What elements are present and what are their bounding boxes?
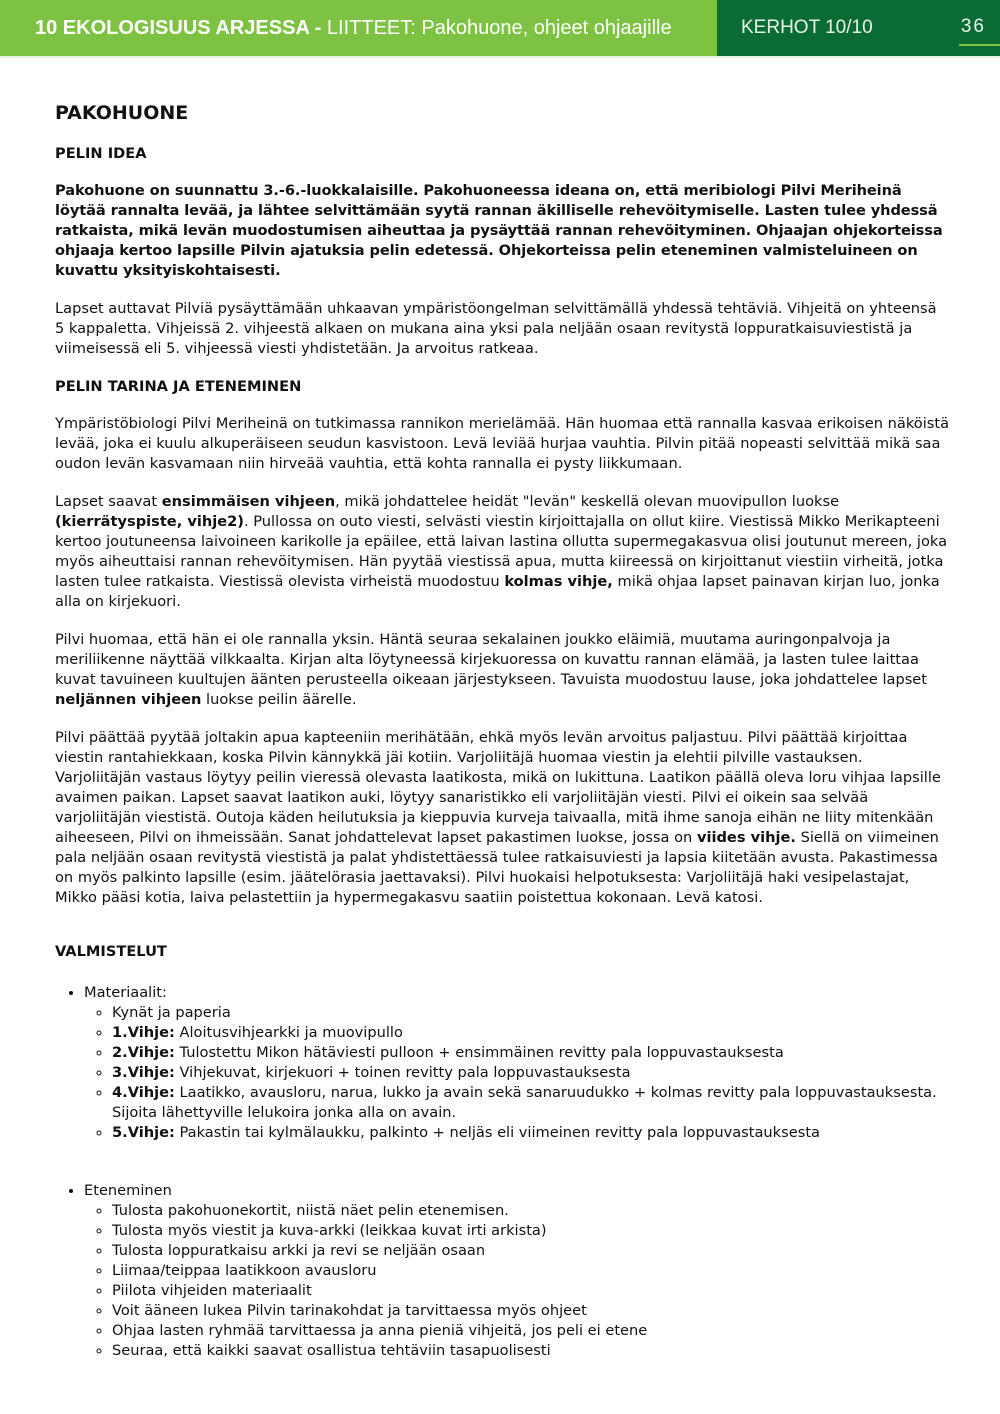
item-bold: 2.Vihje: [112,1044,175,1061]
text-run: , mikä johdattelee heidät "levän" keskellä olevan muovipullon luokse [335,493,840,510]
header-section-bar [717,0,1000,56]
list-item [112,1123,950,1143]
item-bold: 1.Vihje: [112,1024,175,1041]
bold-run: neljännen vihjeen [55,691,202,708]
list-item: ◦ Ohjaa lasten ryhmää tarvittaessa ja anna pieniä vihjeitä, jos peli ei etene [112,1321,950,1341]
materials-label: Materiaalit: [84,984,167,1001]
progress-list [55,1181,950,1361]
header-section-label: KERHOT 10/10 [741,17,873,38]
text-run: Siellä on viimeinen pala neljään osaan revitystä viestistä ja palat yhdistettäessä tulee ratkaisuviesti ja lapsia kiitetään avusta. Pakastimessa on myös palkinto lapsille (esim. jäätelörasia jaettavaksi). Pilvi huokaisi helpotuksesta: Varjoliitäjä haki vesipelastajat, Mikko pääsi kotia, laiva pelastettiin ja hypermegakasvu saatiin poistettua kokonaan. Levä katosi. [55,829,939,906]
materials-list [55,983,950,1143]
item-bold: 4.Vihje: [112,1084,175,1101]
story-paragraph-1: Ympäristöbiologi Pilvi Meriheinä on tutkimassa rannikon merielämää. Hän huomaa että rannalla kasvaa erikoisen näköistä levää, joka ei kuulu alkuperäiseen seudun kasvistoon. Levä leviää hurjaa vauhtia. Pilvin pitää nopeasti selvittää mikä saa oudon levän kasvamaan niin hirveää vauhtia, että kohta rannalla ei pysty liikkumaan. [55,415,950,472]
item-bold: 3.Vihje: [112,1064,175,1081]
item-text: Pakastin tai kylmälaukku, palkinto + neljäs eli viimeinen revitty pala loppuvastauksesta [174,1124,820,1141]
materials-item [84,983,950,1143]
list-item [112,1023,950,1043]
text-run: Pilvi päättää pyytää joltakin apua kapteeniin merihätään, ehkä myös levän arvoitus paljastuu. Pilvi päättää kirjoittaa viestin rantahiekkaan, koska Pilvin kännykkä jäi kotiin. Varjoliitäjä huomaa viestin ja elehtii pilville vastauksen. Varjoliitäjän vastaus löytyy peilin vieressä olevasta laatikosta, mikä on lukittuna. Laatikon päällä oleva loru vihjaa lapsille avaimen paikan. Lapset saavat laatikon auki, löytyy sanaristikko eli varjoliitäjän viesti. Pilvi ei oikein saa selvää varjoliitäjän viestistä. Outoja käden heilutuksia ja kieppuvia kurveja taivaalla, mitä ihme sanoja eihän ne liity mitenkään aiheeseen, Pilvi on ihmeissään. Sanat johdattelevat lapset pakastimen luokse, jossa on [55,729,941,846]
item-text: Tulostettu Mikon hätäviesti pulloon + ensimmäinen revitty pala loppuvastauksesta [174,1044,784,1061]
item-text: Laatikko, avausloru, narua, lukko ja avain sekä sanaruudukko + kolmas revitty pala loppuvastauksesta. Sijoita lähettyville lelukoira jonka alla on avain. [112,1084,937,1121]
list-item: ◦ Tulosta loppuratkaisu arkki ja revi se neljään osaan [112,1241,950,1261]
doc-title: PAKOHUONE [55,102,189,124]
item-text: Kynät ja paperia [112,1004,231,1021]
text-run: . Pullossa on outo viesti, selvästi viestin kirjoittajalla on ollut kiire. Viestissä Mikko Merikapteeni kertoo joutuneensa laivoineen karikolle ja epäilee, että laivan lastina ollutta supermegakasvua olisi joutunut mereen, joka myös aiheuttaisi rannan rehevöitymisen. Hän pyytää viestissä apua, mutta kiireessä on kirjoittanut viestiin virheitä, jotka lasten tulee ratkaista. Viestissä olevista virheistä muodostuu [55,513,948,590]
list-item: ◦ Seuraa, että kaikki saavat osallistua tehtäviin tasapuolisesti [112,1341,950,1361]
item-bold: 5.Vihje: [112,1124,175,1141]
progress-sublist [84,1201,950,1361]
materials-sublist [84,1003,950,1143]
story-paragraph-4 [55,728,950,908]
text-run: Pilvi huomaa, että hän ei ole rannalla yksin. Häntä seuraa sekalainen joukko eläimiä, muutama auringonpalvoja ja meriliikenne näyttää vilkkaalta. Kirjan alta löytyneessä kirjekuoressa on kuvattu rannan elämää, ja lasten tulee laittaa kuvat tavuineen kuultujen äänten perusteella oikeaan järjestykseen. Tavuista muodostuu lause, joka johdattelee lapset [55,631,928,688]
page-header [0,0,1000,56]
section-heading-prep: VALMISTELUT [55,943,167,960]
text-run: mikä ohjaa lapset painavan kirjan luo, jonka alla on kirjekuori. [55,573,940,610]
story-paragraph-2 [55,492,950,612]
text-run: Lapset saavat [55,493,162,510]
progress-label: Eteneminen [84,1182,172,1199]
list-item [112,1043,950,1063]
header-title-bold: 10 EKOLOGISUUS ARJESSA - [35,16,322,39]
list-item: ◦ Tulosta myös viestit ja kuva-arkki (leikkaa kuvat irti arkista) [112,1221,950,1241]
section-heading-story: PELIN TARINA JA ETENEMINEN [55,378,302,395]
header-title-rest: LIITTEET: Pakohuone, ohjeet ohjaajille [326,16,672,39]
page-number: 36 [961,16,986,40]
idea-paragraph-1: Pakohuone on suunnattu 3.-6.-luokkalaisille. Pakohuoneessa ideana on, että meribiologi Pilvi Meriheinä löytää rannalta levää, ja lähtee selvittämään syytä rannan äkilliselle rehevöitymiselle. Lasten tulee yhdessä ratkaista, mikä levän muodostumisen aiheuttaa ja pysäyttää rannan rehevöityminen. Ohjaajan ohjekorteissa ohjaaja kertoo lapsille Pilvin ajatuksia pelin edetessä. Ohjekorteissa pelin eteneminen valmisteluineen on kuvattu yksityiskohtaisesti. [55,182,943,279]
list-item [112,1083,950,1123]
idea-paragraph-2: Lapset auttavat Pilviä pysäyttämään uhkaavan ympäristöongelman selvittämällä yhdessä tehtäviä. Vihjeitä on yhteensä 5 kappaletta. Vihjeissä 2. vihjeestä alkaen on mukana aina yksi pala neljään osaan revitystä loppuratkaisuviestistä ja viimeisessä eli 5. vihjeessä viesti yhdistetään. Ja arvoitus ratkeaa. [55,300,937,357]
list-item: ◦ Liimaa/teippaa laatikkoon avausloru [112,1261,950,1281]
header-title-bar [0,0,717,56]
story-paragraph-3 [55,630,950,710]
bold-run: ensimmäisen vihjeen [161,493,336,510]
section-heading-idea: PELIN IDEA [55,145,147,162]
item-text: Vihjekuvat, kirjekuori + toinen revitty pala loppuvastauksesta [174,1064,631,1081]
text-run: luokse peilin äärelle. [201,691,357,708]
document-body [55,100,950,1361]
bold-run: kolmas vihje, [504,573,613,590]
spacer [55,1143,950,1181]
list-item: ◦ Piilota vihjeiden materiaalit [112,1281,950,1301]
list-item [112,1063,950,1083]
list-item: ◦ Tulosta pakohuonekortit, niistä näet pelin etenemisen. [112,1201,950,1221]
list-item [112,1003,950,1023]
progress-item [84,1181,950,1361]
header-divider [0,56,1000,58]
item-text: Aloitusvihjearkki ja muovipullo [174,1024,403,1041]
list-item: ◦ Voit ääneen lukea Pilvin tarinakohdat ja tarvittaessa myös ohjeet [112,1301,950,1321]
bold-run: viides vihje. [696,829,796,846]
bold-run: (kierrätyspiste, vihje2) [55,513,244,530]
